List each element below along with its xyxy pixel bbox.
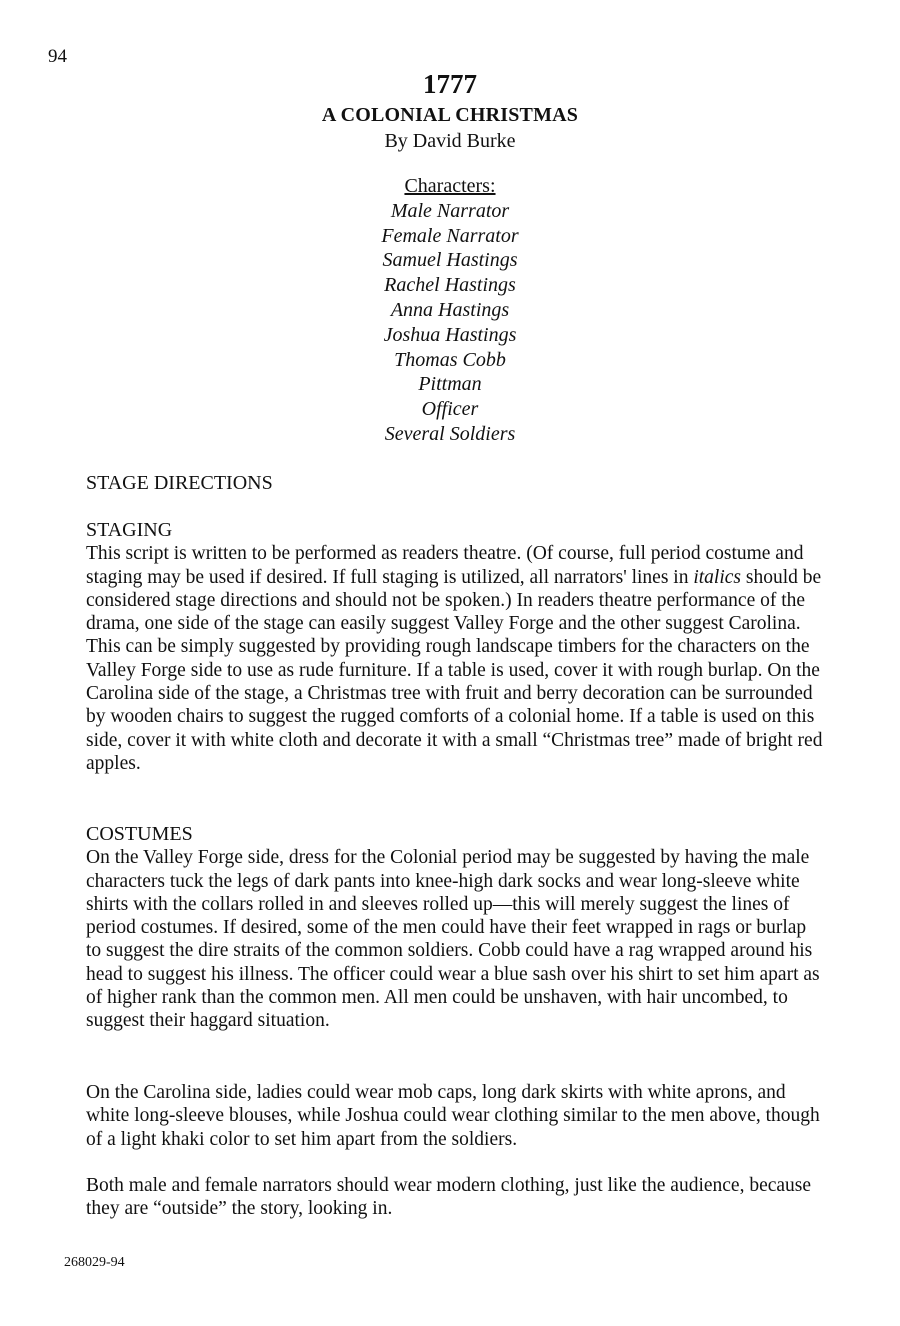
stage-directions-section — [86, 472, 826, 495]
character-name: Joshua Hastings — [383, 323, 517, 346]
page-number: 94 — [48, 46, 67, 67]
costumes-paragraph-3-block — [86, 1174, 826, 1221]
page-title: A COLONIAL CHRISTMAS — [321, 104, 579, 126]
staging-paragraph — [86, 542, 826, 775]
footer-code: 268029-94 — [64, 1255, 125, 1270]
staging-italic-word: italics — [693, 566, 741, 588]
character-name: Pittman — [418, 373, 482, 396]
costumes-paragraph-3: Both male and female narrators should wear modern clothing, just like the audience, because they are “outside” the story, looking in. — [86, 1175, 812, 1220]
title-year: 1777 — [423, 69, 477, 99]
stage-directions-heading: STAGE DIRECTIONS — [86, 472, 273, 494]
character-name: Anna Hastings — [390, 298, 510, 321]
title-block — [0, 66, 900, 154]
character-name: Officer — [421, 398, 479, 421]
staging-heading: STAGING — [86, 519, 173, 541]
costumes-paragraph-1: On the Valley Forge side, dress for the Colonial period may be suggested by having the male characters tuck the legs of dark pants into knee-high dark socks and wear long-sleeve white shirts with the collars rolled in and sleeves rolled up—this will merely suggest the lines of period costumes. If desired, some of the men could have their feet wrapped in rags or burlap to suggest the dire straits of the common soldiers. Cobb could have a rag wrapped around his head to suggest his illness. The officer could wear a blue sash over his shirt to set him apart as of higher rank than the common men. All men could be unshaven, with hair uncombed, to suggest their haggard situation. — [86, 847, 820, 1032]
costumes-heading: COSTUMES — [86, 823, 193, 845]
character-name: Thomas Cobb — [394, 348, 506, 371]
costumes-paragraph-2-block — [86, 1081, 826, 1151]
characters-heading: Characters: — [404, 175, 496, 197]
characters-list — [0, 174, 900, 447]
staging-section — [86, 519, 826, 775]
staging-text-end: should be considered stage directions and should not be spoken.) In readers theatre performance of the drama, one side of the stage can easily suggest Valley Forge and the other suggest Carolina. This can be simply suggested by providing rough landscape timbers for the characters on the Valley Forge side to use as rude furniture. If a table is used, cover it with rough burlap. On the Carolina side of the stage, a Christmas tree with fruit and berry decoration can be surrounded by wooden chairs to suggest the rugged comforts of a colonial home. If a table is used on this side, cover it with white cloth and decorate it with a small “Christmas tree” made of bright red apples. — [86, 566, 823, 774]
character-name: Female Narrator — [381, 224, 519, 247]
character-name: Rachel Hastings — [384, 274, 516, 297]
character-name: Male Narrator — [390, 199, 510, 222]
costumes-paragraph-2: On the Carolina side, ladies could wear mob caps, long dark skirts with white aprons, and white long-sleeve blouses, while Joshua could wear clothing similar to the men above, though of a light khaki color to set him apart from the soldiers. — [86, 1082, 820, 1150]
author-byline: By David Burke — [384, 130, 516, 152]
character-name: Several Soldiers — [384, 422, 516, 445]
character-name: Samuel Hastings — [382, 249, 518, 272]
staging-text-start: This script is written to be performed as readers theatre. (Of course, full period costume and staging may be used if desired. If full staging is utilized, all narrators' lines in — [86, 543, 804, 588]
costumes-section — [86, 823, 826, 1033]
